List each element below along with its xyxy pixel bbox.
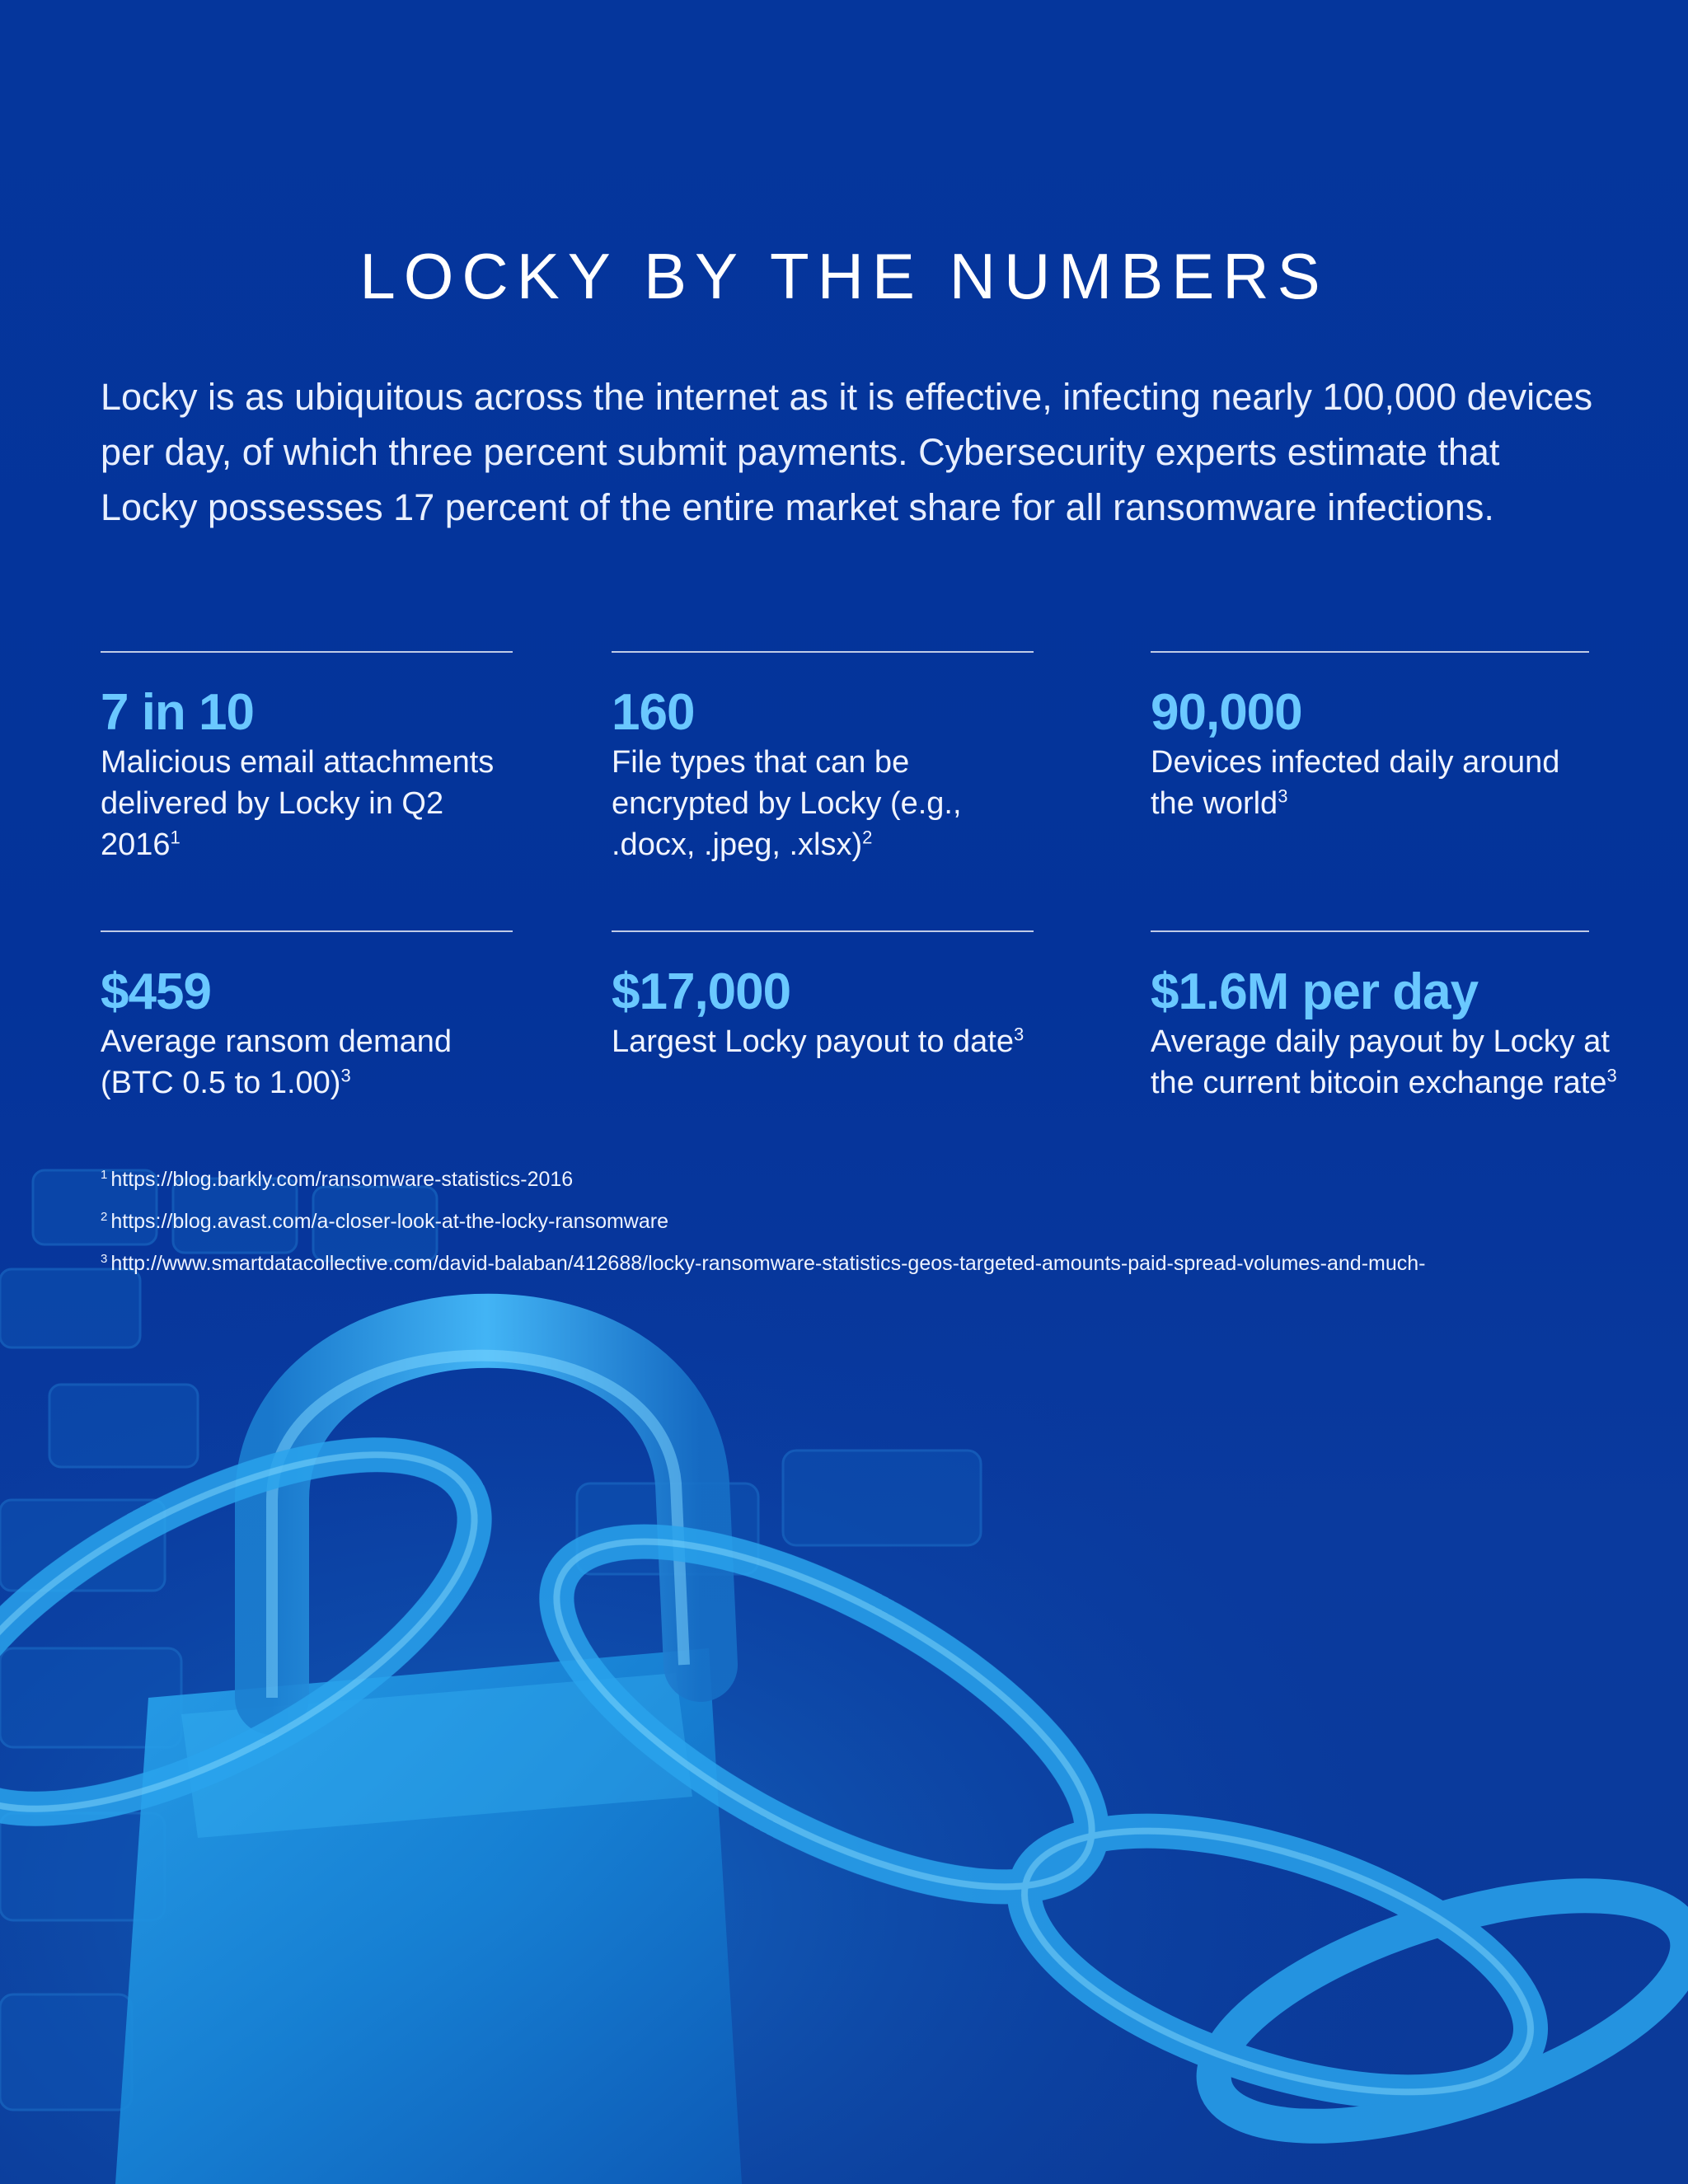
stat-daily-payout	[1151, 930, 1645, 1104]
divider	[612, 930, 1034, 932]
footnote-link[interactable]: http://www.smartdatacollective.com/david-balaban/412688/locky-ransomware-statistics-geos-targeted-amounts-paid-spread-volumes-and-much-	[110, 1252, 1426, 1275]
stat-devices-infected	[1151, 651, 1589, 824]
stat-value: $1.6M per day	[1151, 963, 1479, 1020]
footnote-ref: 3	[1278, 785, 1288, 807]
divider	[101, 930, 513, 932]
footnote-ref: 3	[1014, 1024, 1025, 1045]
footnote-ref: 2	[862, 827, 873, 848]
intro-paragraph: Locky is as ubiquitous across the internet as it is effective, infecting nearly 100,000 devices per day, of which three percent submit payments. Cybersecurity experts estimate that Locky possesses 17 percent of the entire market share for all ransomware infections.	[101, 376, 1593, 528]
footnotes	[101, 1167, 1650, 1293]
stat-file-types	[612, 651, 1034, 865]
stat-value: 7 in 10	[101, 684, 254, 741]
stat-description: File types that can be encrypted by Locky (e.g., .docx, .jpeg, .xlsx)$^2$	[612, 745, 962, 862]
footnote-link[interactable]: https://blog.barkly.com/ransomware-statistics-2016	[110, 1168, 574, 1191]
divider	[1151, 651, 1589, 653]
stat-description: Average daily payout by Locky at the current bitcoin exchange rate$^3$	[1151, 1024, 1617, 1100]
stat-largest-payout	[612, 930, 1034, 1062]
divider	[612, 651, 1034, 653]
page-title: LOCKY BY THE NUMBERS	[359, 240, 1329, 312]
stat-description: Largest Locky payout to date$^3$	[612, 1024, 1025, 1059]
divider	[101, 651, 513, 653]
footnote-number: 2	[101, 1209, 108, 1224]
footnote-3[interactable]	[101, 1251, 1650, 1276]
footnote-number: 3	[101, 1251, 108, 1266]
stat-average-ransom	[101, 930, 513, 1104]
stat-value: $17,000	[612, 963, 791, 1020]
stat-description: Devices infected daily around the world$^3$	[1151, 745, 1560, 821]
divider	[1151, 930, 1589, 932]
footnote-ref: 1	[170, 827, 181, 848]
stat-value: 160	[612, 684, 695, 741]
stat-value: $459	[101, 963, 211, 1020]
footnote-1[interactable]	[101, 1167, 1650, 1192]
stat-description: Average ransom demand (BTC 0.5 to 1.00)$^3$	[101, 1024, 452, 1100]
footnote-ref: 3	[1606, 1065, 1617, 1086]
footnote-ref: 3	[340, 1065, 351, 1086]
footnote-2[interactable]	[101, 1209, 1650, 1234]
footnote-number: 1	[101, 1167, 108, 1182]
stat-value: 90,000	[1151, 684, 1302, 741]
stat-description: Malicious email attachments delivered by Locky in Q2 2016$^1$	[101, 745, 495, 862]
footnote-link[interactable]: https://blog.avast.com/a-closer-look-at-the-locky-ransomware	[110, 1210, 668, 1233]
stat-email-attachments	[101, 651, 513, 865]
